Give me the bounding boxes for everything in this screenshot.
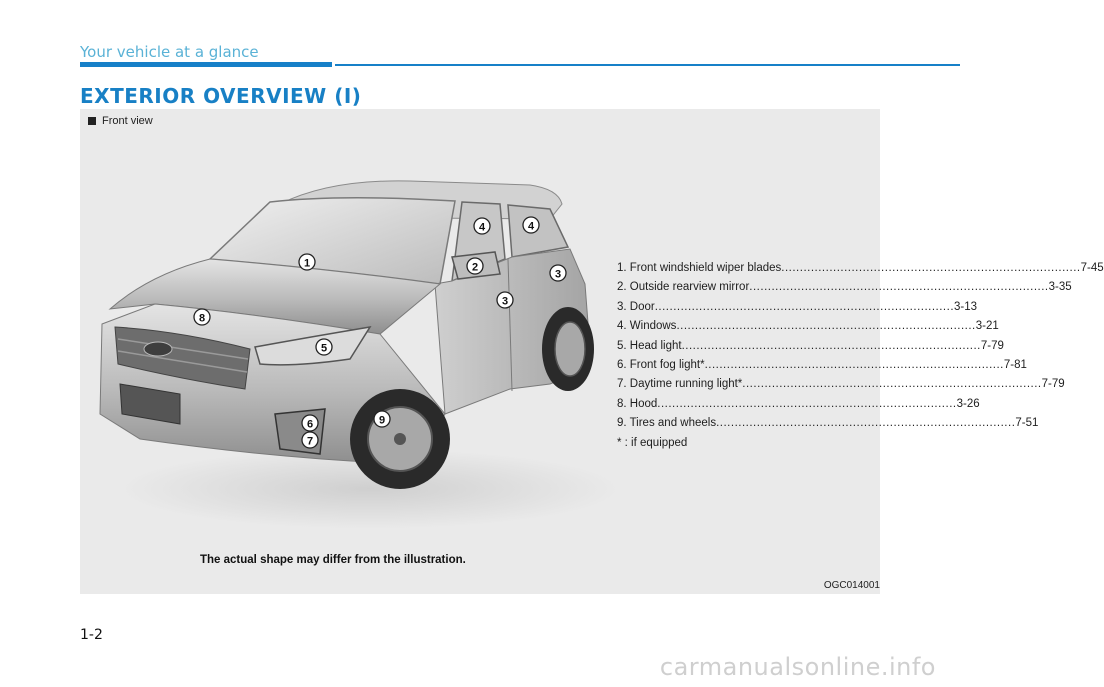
callout-9: [374, 411, 390, 427]
svg-text:5: 5: [320, 342, 328, 355]
car-illustration: [80, 109, 625, 559]
svg-text:8: 8: [198, 312, 206, 325]
svg-text:3: 3: [554, 268, 562, 281]
view-label-text: Front view: [102, 115, 153, 127]
fog-light-housing: [275, 409, 325, 454]
callout-2: [467, 258, 483, 274]
watermark: carmanualsonline.info: [659, 653, 936, 681]
hyundai-logo: [144, 342, 172, 356]
svg-text:4: 4: [527, 220, 535, 233]
legend-item: 8. Hood ................................................................................. 3-26: [617, 397, 980, 410]
callout-7: [302, 432, 318, 448]
callout-3a: [497, 292, 513, 308]
legend-item: 3. Door ................................................................................. 3-13: [617, 300, 978, 313]
svg-text:4: 4: [478, 221, 486, 234]
callout-4a: [474, 218, 490, 234]
svg-text:9: 9: [378, 414, 386, 427]
legend-item: 9. Tires and wheels ................................................................................. 7-51: [617, 417, 1039, 430]
page-title: EXTERIOR OVERVIEW (I): [80, 84, 362, 108]
callout-1: [299, 254, 315, 270]
callout-5: [316, 339, 332, 355]
page-number: 1-2: [80, 627, 103, 643]
illustration-disclaimer: The actual shape may differ from the illustration.: [200, 554, 466, 566]
callout-8: [194, 309, 210, 325]
callout-4b: [523, 217, 539, 233]
legend-item: 6. Front fog light* ................................................................................. 7-81: [617, 358, 1027, 371]
header-rule-thin: [335, 64, 960, 66]
header-rule-thick: [80, 62, 332, 67]
parts-legend: [617, 259, 1104, 434]
svg-text:7: 7: [306, 435, 314, 448]
section-title: Your vehicle at a glance: [80, 43, 259, 61]
image-code: OGC014001: [823, 580, 880, 591]
callout-6: [302, 415, 318, 431]
equipped-note: * : if equipped: [617, 437, 688, 449]
legend-item: 7. Daytime running light* ................................................................................. 7-79: [617, 378, 1065, 391]
svg-text:2: 2: [471, 261, 479, 274]
callout-3b: [550, 265, 566, 281]
rear-rim: [555, 322, 585, 376]
car-illustration-svg: [80, 109, 625, 559]
svg-text:1: 1: [303, 257, 311, 270]
rear-side-window: [508, 205, 568, 257]
legend-item: 1. Front windshield wiper blades ................................................................................. 7-45: [617, 262, 1104, 274]
legend-item: 5. Head light ................................................................................. 7-79: [617, 339, 1004, 352]
svg-text:6: 6: [306, 418, 314, 431]
svg-text:3: 3: [501, 295, 509, 308]
legend-item: 4. Windows ................................................................................. 3-21: [617, 320, 999, 333]
legend-item: 2. Outside rearview mirror ................................................................................. 3-35: [617, 281, 1072, 294]
